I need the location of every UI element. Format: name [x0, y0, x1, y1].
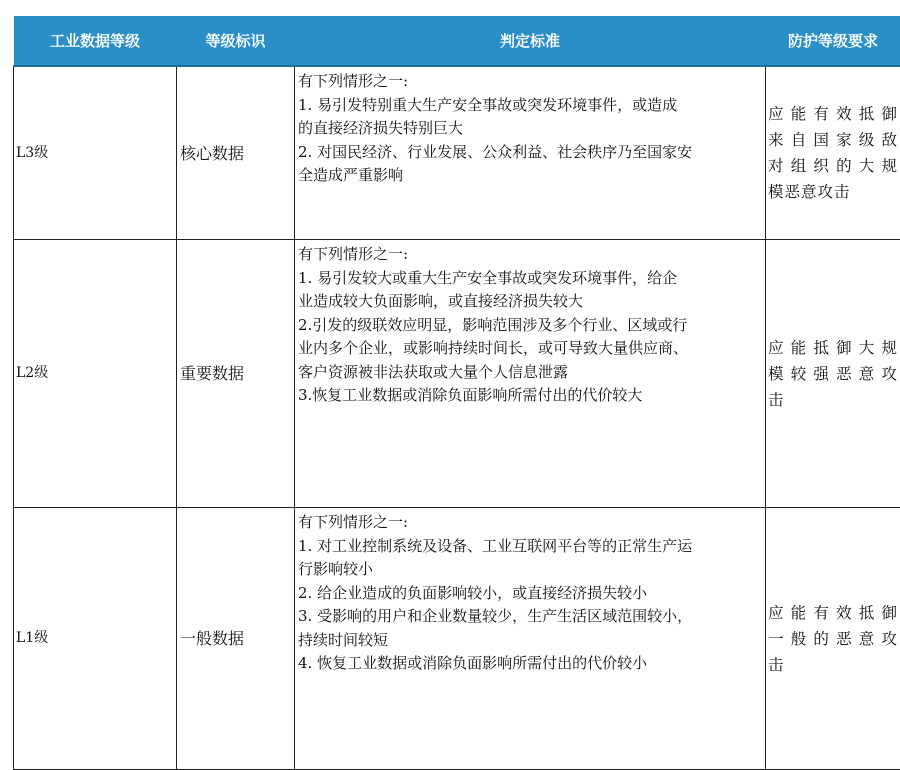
criteria-line: 有下列情形之一: — [298, 243, 763, 267]
requirement-line: 对组织的大规 — [768, 153, 898, 179]
header-requirement: 防护等级要求 — [766, 16, 900, 66]
criteria-line: 2.引发的级联效应明显，影响范围涉及多个行业、区域或行 — [298, 314, 763, 338]
requirement-cell — [766, 508, 900, 770]
requirement-line: 模恶意攻击 — [768, 179, 898, 205]
header-mark: 等级标识 — [177, 16, 295, 66]
requirement-line: 击 — [768, 652, 898, 678]
requirement-line: 来自国家级敌 — [768, 127, 898, 153]
header-criteria: 判定标准 — [295, 16, 766, 66]
criteria-cell — [295, 240, 766, 508]
table-header — [14, 16, 900, 66]
requirement-cell — [766, 240, 900, 508]
mark-cell: 重要数据 — [177, 240, 295, 508]
criteria-line: 的直接经济损失特别巨大 — [298, 117, 763, 141]
criteria-line: 1. 易引发特别重大生产安全事故或突发环境事件，或造成 — [298, 94, 763, 118]
criteria-line: 业内多个企业，或影响持续时间长，或可导致大量供应商、 — [298, 337, 763, 361]
criteria-cell — [295, 66, 766, 240]
table-row-l2 — [14, 240, 900, 508]
criteria-line: 有下列情形之一: — [298, 70, 763, 94]
level-cell: L3级 — [14, 66, 177, 240]
data-grade-table — [13, 16, 900, 770]
requirement-line: 应能抵御大规 — [768, 335, 898, 361]
criteria-line: 持续时间较短 — [298, 629, 763, 653]
requirement-line: 应能有效抵御 — [768, 600, 898, 626]
criteria-line: 业造成较大负面影响，或直接经济损失较大 — [298, 290, 763, 314]
criteria-line: 4. 恢复工业数据或消除负面影响所需付出的代价较小 — [298, 652, 763, 676]
header-level: 工业数据等级 — [14, 16, 177, 66]
requirement-line: 模较强恶意攻 — [768, 361, 898, 387]
criteria-line: 2. 对国民经济、行业发展、公众利益、社会秩序乃至国家安 — [298, 141, 763, 165]
criteria-line: 1. 对工业控制系统及设备、工业互联网平台等的正常生产运 — [298, 535, 763, 559]
criteria-line: 客户资源被非法获取或大量个人信息泄露 — [298, 361, 763, 385]
table-row-l1 — [14, 508, 900, 770]
level-cell: L1级 — [14, 508, 177, 770]
criteria-line: 2. 给企业造成的负面影响较小，或直接经济损失较小 — [298, 582, 763, 606]
criteria-line: 1. 易引发较大或重大生产安全事故或突发环境事件，给企 — [298, 267, 763, 291]
table-body — [14, 66, 900, 770]
criteria-cell — [295, 508, 766, 770]
table-row-l3 — [14, 66, 900, 240]
criteria-line: 3.恢复工业数据或消除负面影响所需付出的代价较大 — [298, 384, 763, 408]
requirement-line: 击 — [768, 387, 898, 413]
header-row — [14, 16, 900, 66]
level-cell: L2级 — [14, 240, 177, 508]
mark-cell: 一般数据 — [177, 508, 295, 770]
criteria-line: 3. 受影响的用户和企业数量较少，生产生活区域范围较小， — [298, 605, 763, 629]
criteria-line: 行影响较小 — [298, 558, 763, 582]
requirement-line: 应能有效抵御 — [768, 101, 898, 127]
requirement-line: 一般的恶意攻 — [768, 626, 898, 652]
requirement-cell — [766, 66, 900, 240]
mark-cell: 核心数据 — [177, 66, 295, 240]
criteria-line: 全造成严重影响 — [298, 164, 763, 188]
criteria-line: 有下列情形之一: — [298, 511, 763, 535]
